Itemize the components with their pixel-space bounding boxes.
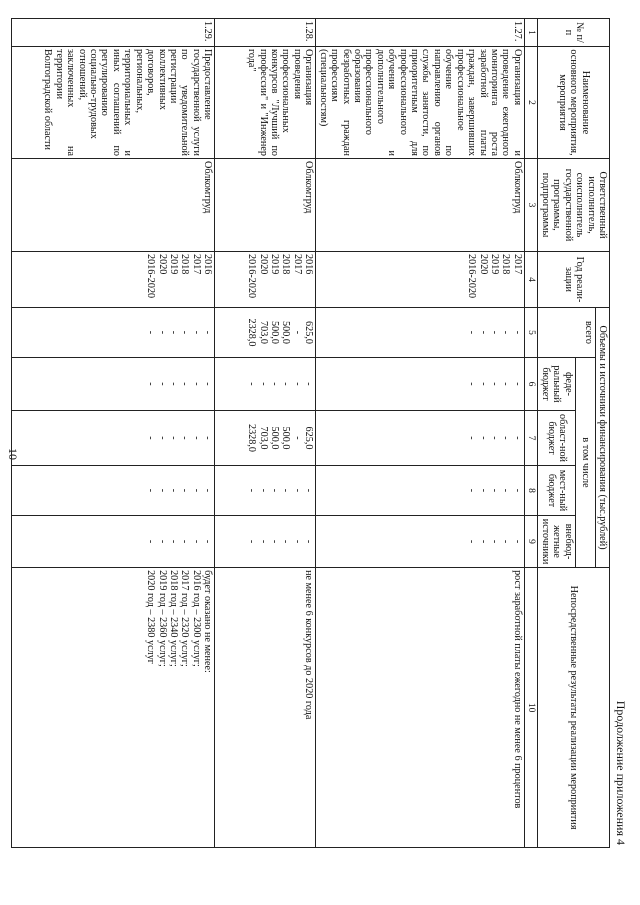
header-total: всего — [538, 308, 595, 358]
cell-value: - — [257, 539, 269, 544]
col-number: 4 — [524, 252, 538, 308]
row-total — [215, 308, 316, 358]
cell-value: - — [511, 330, 523, 335]
col-number: 1 — [524, 19, 538, 47]
cell-value: - — [291, 488, 303, 493]
col-number: 7 — [524, 411, 538, 466]
row-local — [12, 466, 215, 516]
row-name: Предоставление государственной услуги по уведомительной регистрации коллективных договоров, региональных, территориальных и иных соглашений по регулированию социально-трудовых отношений, заключенных на территории Волгоградской области — [12, 47, 215, 159]
cell-value: - — [489, 436, 500, 440]
page-number: 10 — [6, 448, 20, 460]
row-result: рост заработной платы ежегодно не менее 6 процентов — [316, 568, 525, 848]
cell-value: - — [303, 382, 315, 386]
year-value: 2016 — [303, 254, 315, 275]
year-value: 2018 — [500, 254, 512, 275]
cell-value: - — [202, 436, 214, 440]
result-line: 2019 год – 2360 услуг; — [156, 570, 168, 667]
col-number: 2 — [524, 47, 538, 159]
cell-value: - — [202, 330, 214, 335]
cell-value: - — [190, 330, 202, 335]
row-no: 1.27. — [316, 19, 525, 47]
cell-value: - — [511, 382, 523, 386]
cell-value: - — [167, 539, 179, 544]
cell-value: 2328,0 — [246, 423, 258, 452]
cell-value: - — [179, 330, 191, 335]
row-federal — [12, 358, 215, 411]
table-row — [316, 19, 525, 848]
year-value: 2018 — [280, 254, 292, 275]
cell-value: - — [280, 382, 292, 386]
cell-value: 625,0 — [303, 426, 315, 450]
cell-value: - — [156, 488, 168, 493]
row-name: Организация и проведение ежегодного мониторинга роста заработной платы граждан, завершивших профессиональное обучение по направлению органов службы занятости, по приоритетным для профессионального обучения и дополнительного профессионального образования безработных граждан профессиям (специальностям) — [316, 47, 525, 159]
header-incl: в том числе — [575, 358, 595, 568]
cell-value: - — [489, 330, 500, 335]
row-regional — [316, 411, 525, 466]
cell-value: - — [489, 539, 500, 544]
row-local — [215, 466, 316, 516]
table-row — [12, 19, 215, 848]
year-value: 2017 — [291, 254, 303, 275]
cell-value: - — [257, 488, 269, 493]
row-no: 1.28. — [215, 19, 316, 47]
row-extra — [12, 516, 215, 568]
cell-value: 703,0 — [257, 426, 269, 450]
col-number: 3 — [524, 159, 538, 252]
cell-value: - — [477, 436, 489, 440]
cell-value: - — [145, 539, 157, 544]
cell-value: - — [489, 488, 500, 493]
cell-value: - — [179, 539, 191, 544]
cell-value: 703,0 — [257, 321, 269, 344]
year-value: 2016-2020 — [466, 254, 478, 299]
cell-value: - — [477, 382, 489, 386]
cell-value: - — [291, 330, 303, 335]
cell-value: - — [156, 330, 168, 335]
cell-value: - — [246, 488, 258, 493]
cell-value: - — [190, 539, 202, 544]
row-result: не менее 6 конкурсов до 2020 года — [215, 568, 316, 848]
header-result: Непосредственные результаты реализации мероприятия — [538, 568, 610, 848]
cell-value: - — [477, 488, 489, 493]
cell-value: 2328,0 — [246, 318, 258, 347]
cell-value: - — [303, 539, 315, 544]
cell-value: - — [190, 436, 202, 440]
row-total — [12, 308, 215, 358]
col-number: 10 — [524, 568, 538, 848]
row-years — [12, 252, 215, 308]
program-activities-table — [11, 18, 610, 848]
row-regional — [12, 411, 215, 466]
cell-value: - — [280, 539, 292, 544]
row-federal — [215, 358, 316, 411]
row-local — [316, 466, 525, 516]
cell-value: - — [246, 382, 258, 386]
cell-value: - — [156, 539, 168, 544]
header-name: Наименование основного мероприятия, мероприятия — [538, 47, 610, 159]
year-value: 2020 — [257, 254, 269, 275]
cell-value: - — [291, 436, 303, 440]
cell-value: - — [145, 488, 157, 493]
cell-value: 500,0 — [280, 426, 292, 450]
appendix-note: Продолжение приложения 4 — [614, 700, 628, 845]
col-number: 6 — [524, 358, 538, 411]
cell-value: - — [179, 382, 191, 386]
cell-value: - — [145, 436, 157, 440]
table-row — [215, 19, 316, 848]
year-value: 2019 — [167, 254, 179, 275]
cell-value: - — [179, 436, 191, 440]
cell-value: - — [466, 436, 478, 440]
cell-value: - — [167, 382, 179, 386]
row-name: Организация проведения профессиональных конкурсов "Лучший по профессии" и "Инженер года" — [215, 47, 316, 159]
cell-value: - — [167, 330, 179, 335]
cell-value: - — [511, 436, 523, 440]
cell-value: - — [156, 382, 168, 386]
cell-value: - — [268, 539, 280, 544]
cell-value: 500,0 — [268, 426, 280, 450]
cell-value: - — [291, 382, 303, 386]
cell-value: 500,0 — [280, 321, 292, 344]
cell-value: - — [500, 488, 512, 493]
cell-value: - — [489, 382, 500, 386]
header-no: № п/п — [538, 19, 610, 47]
rotated-page-content — [30, 0, 640, 865]
cell-value: - — [268, 488, 280, 493]
year-value: 2016 — [202, 254, 214, 275]
year-value: 2020 — [156, 254, 168, 275]
cell-value: - — [511, 539, 523, 544]
cell-value: - — [202, 382, 214, 386]
header-year: Год реали-зации — [538, 252, 610, 308]
cell-value: - — [500, 382, 512, 386]
year-value: 2020 — [477, 254, 489, 275]
col-number: 5 — [524, 308, 538, 358]
row-total — [316, 308, 525, 358]
year-value: 2017 — [511, 254, 523, 275]
cell-value: - — [280, 488, 292, 493]
row-federal — [316, 358, 525, 411]
cell-value: - — [511, 488, 523, 493]
row-regional — [215, 411, 316, 466]
result-line: 2016 год – 2300 услуг; — [190, 570, 202, 667]
row-years — [316, 252, 525, 308]
year-value: 2017 — [190, 254, 202, 275]
cell-value: - — [466, 330, 478, 335]
header-executor: Ответственный исполнитель, соисполнитель государственной программы, подпрограммы — [538, 159, 610, 252]
cell-value: - — [167, 488, 179, 493]
cell-value: 500,0 — [268, 321, 280, 344]
cell-value: - — [466, 488, 478, 493]
cell-value: - — [500, 539, 512, 544]
year-value: 2019 — [489, 254, 500, 275]
year-value: 2016-2020 — [145, 254, 157, 299]
row-extra — [215, 516, 316, 568]
cell-value: - — [466, 382, 478, 386]
col-number: 9 — [524, 516, 538, 568]
cell-value: - — [202, 539, 214, 544]
result-line: 2018 год – 2340 услуг; — [167, 570, 179, 667]
cell-value: - — [303, 488, 315, 493]
year-value: 2016-2020 — [246, 254, 258, 299]
cell-value: 625,0 — [303, 321, 315, 344]
year-value: 2018 — [179, 254, 191, 275]
result-line: 2020 год – 2380 услуг — [145, 570, 157, 664]
cell-value: - — [268, 382, 280, 386]
col-number: 8 — [524, 466, 538, 516]
cell-value: - — [500, 436, 512, 440]
cell-value: - — [202, 488, 214, 493]
cell-value: - — [291, 539, 303, 544]
header-funding: Объемы и источники финансирования (тыс.рублей) — [595, 308, 609, 568]
cell-value: - — [257, 382, 269, 386]
cell-value: - — [190, 488, 202, 493]
cell-value: - — [167, 436, 179, 440]
cell-value: - — [246, 539, 258, 544]
cell-value: - — [466, 539, 478, 544]
row-result — [12, 568, 215, 848]
cell-value: - — [477, 539, 489, 544]
row-executor: Облкомтруд — [12, 159, 215, 252]
header-extra: внебюд-жетные источники — [538, 516, 575, 568]
row-executor: Облкомтруд — [316, 159, 525, 252]
cell-value: - — [156, 436, 168, 440]
row-executor: Облкомтруд — [215, 159, 316, 252]
result-line: 2017 год – 2320 услуг; — [179, 570, 191, 667]
year-value: 2019 — [268, 254, 280, 275]
cell-value: - — [477, 330, 489, 335]
cell-value: - — [179, 488, 191, 493]
header-local: мест-ный бюджет — [538, 466, 575, 516]
row-years — [215, 252, 316, 308]
header-federal: феде-ральный бюджет — [538, 358, 575, 411]
result-line: будет оказано не менее: — [202, 570, 214, 673]
cell-value: - — [145, 330, 157, 335]
row-extra — [316, 516, 525, 568]
header-regional: област-ной бюджет — [538, 411, 575, 466]
cell-value: - — [190, 382, 202, 386]
cell-value: - — [145, 382, 157, 386]
cell-value: - — [500, 330, 512, 335]
row-no: 1.29. — [12, 19, 215, 47]
